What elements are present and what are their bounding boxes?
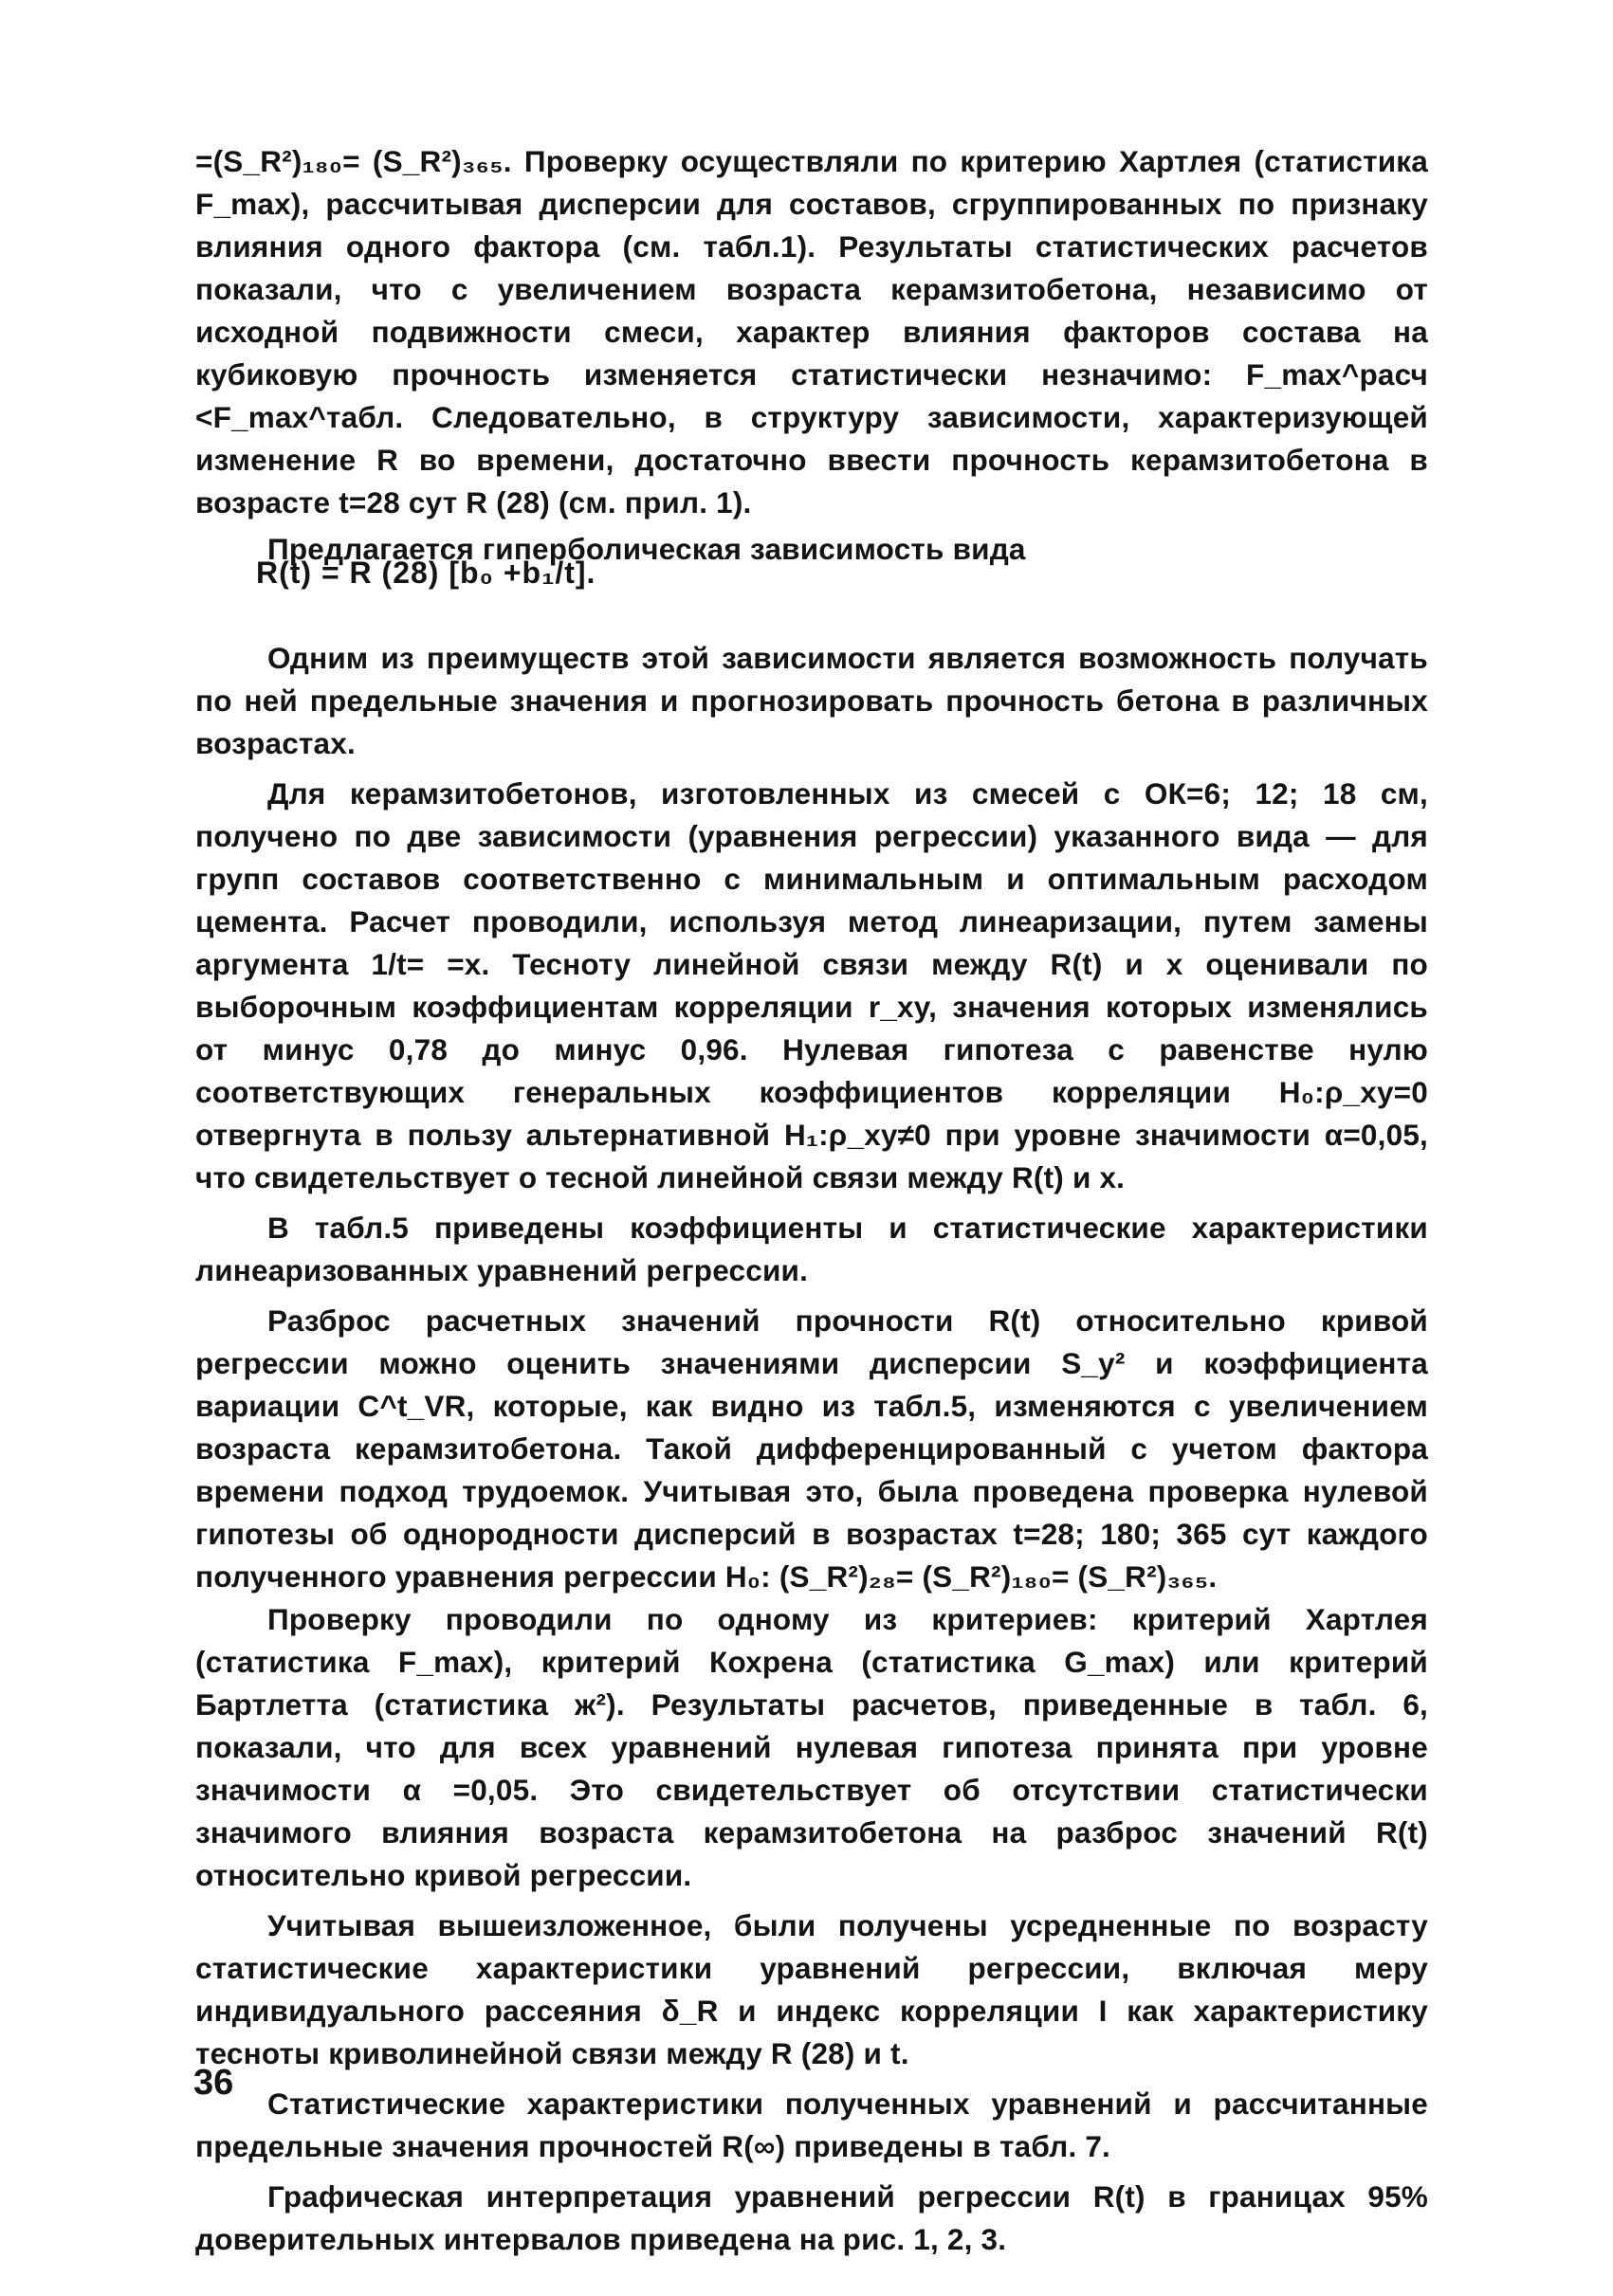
- paragraph-averaged-characteristics: Учитывая вышеизложенное, были получены усредненные по возрасту статистические характеристики уравнений регрессии, включая меру индивидуального рассеяния δ_R и индекс корреляции I как характеристику тесноты криволинейной связи между R (28) и t.: [195, 1908, 1428, 2070]
- paragraph-dispersion-variation: Разброс расчетных значений прочности R(t) относительно кривой регрессии можно оценить значениями дисперсии S_y² и коэффициента вариации C^t_VR, которые, как видно из табл.5, изменяются с увеличением возраста керамзитобетона. Такой дифференцированный с учетом фактора времени подход трудоемок. Учитывая это, была проведена проверка нулевой гипотезы об однородности дисперсий в возрастах t=28; 180; 365 сут каждого полученного уравнения регрессии H₀: (S_R²)₂₈= (S_R²)₁₈₀= (S_R²)₃₆₅.: [195, 1303, 1428, 1594]
- body-text-main: [195, 637, 1428, 2261]
- paragraph-advantages: Одним из преимуществ этой зависимости является возможность получать по ней предельные значения и прогнозировать прочность бетона в различных возрастах.: [195, 641, 1428, 760]
- paragraph-limit-strengths: Статистические характеристики полученных уравнений и рассчитанные предельные значения прочностей R(∞) приведены в табл. 7.: [195, 2086, 1428, 2163]
- paragraph-graphical-interpretation: Графическая интерпретация уравнений регрессии R(t) в границах 95% доверительных интервалов приведена на рис. 1, 2, 3.: [195, 2179, 1428, 2256]
- paragraph-proposed-dependency: Предлагается гиперболическая зависимость вида: [267, 532, 1026, 566]
- paragraph-table5-coefficients: В табл.5 приведены коэффициенты и статистические характеристики линеаризованных уравнений регрессии.: [195, 1211, 1428, 1287]
- page-number: 36: [193, 2063, 234, 2103]
- paragraph-criteria-check: Проверку проводили по одному из критериев: критерий Хартлея (статистика F_max), критерий Кохрена (статистика G_max) или критерий Бартлетта (статистика ж²). Результаты расчетов, приведенные в табл. 6, показали, что для всех уравнений нулевая гипотеза принята при уровне значимости α =0,05. Это свидетельствует об отсутствии статистически значимого влияния возраста керамзитобетона на разброс значений R(t) относительно кривой регрессии.: [195, 1602, 1428, 1892]
- formula-hyperbolic: R(t) = R (28) [b₀ +b₁/t].: [256, 556, 596, 590]
- body-text-top: [195, 140, 1428, 571]
- paragraph-hartley-check: =(S_R²)₁₈₀= (S_R²)₃₆₅. Проверку осуществляли по критерию Хартлея (статистика F_max), рассчитывая дисперсии для составов, сгруппированных по признаку влияния одного фактора (см. табл.1). Результаты статистических расчетов показали, что с увеличением возраста керамзитобетона, независимо от исходной подвижности смеси, характер влияния факторов состава на кубиковую прочность изменяется статистически незначимо: F_max^расч <F_max^табл. Следовательно, в структуру зависимости, характеризующей изменение R во времени, достаточно ввести прочность керамзитобетона в возрасте t=28 сут R (28) (см. прил. 1).: [195, 144, 1428, 519]
- paragraph-regression-equations: Для керамзитобетонов, изготовленных из смесей с ОК=6; 12; 18 см, получено по две зависимости (уравнения регрессии) указанного вида — для групп составов соответственно с минимальным и оптимальным расходом цемента. Расчет проводили, используя метод линеаризации, путем замены аргумента 1/t= =x. Тесноту линейной связи между R(t) и x оценивали по выборочным коэффициентам корреляции r_xy, значения которых изменялись от минус 0,78 до минус 0,96. Нулевая гипотеза с равенстве нулю соответствующих генеральных коэффициентов корреляции H₀:ρ_xy=0 отвергнута в пользу альтернативной H₁:ρ_xy≠0 при уровне значимости α=0,05, что свидетельствует о тесной линейной связи между R(t) и x.: [195, 776, 1428, 1194]
